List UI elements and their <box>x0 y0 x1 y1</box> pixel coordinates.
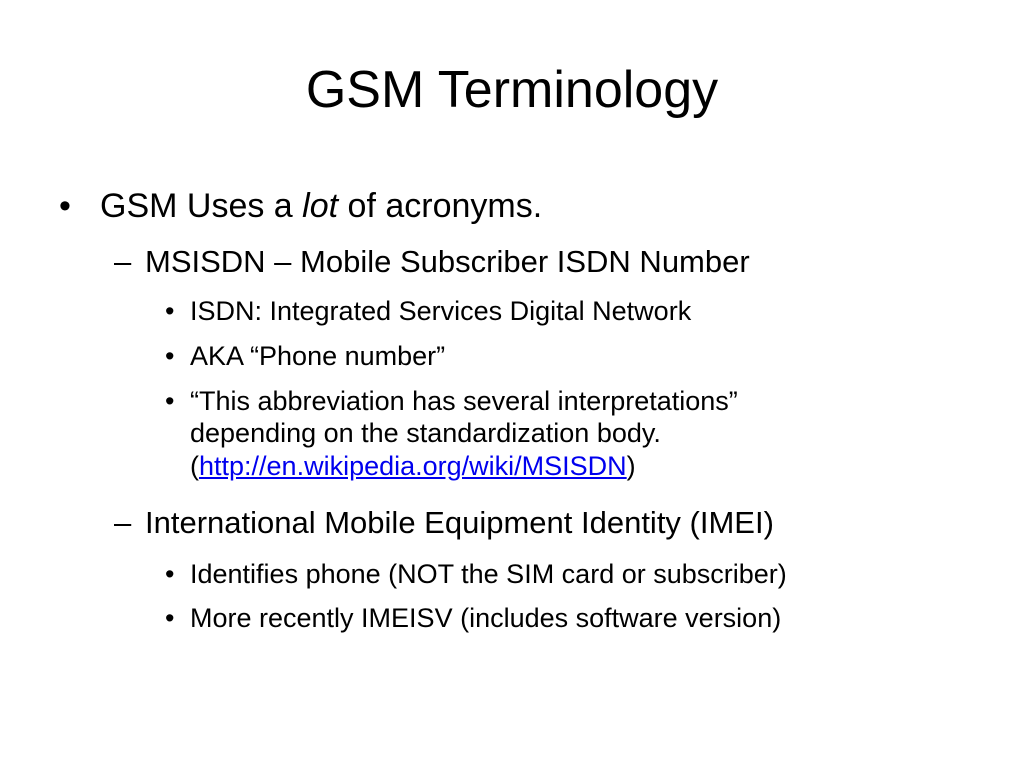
sub-sub-bullet-text: AKA “Phone number” <box>190 341 446 371</box>
bullet-text-end: of acronyms. <box>338 187 543 225</box>
emphasis-lot: lot <box>302 187 339 225</box>
bullet-text-start: GSM Uses a <box>100 187 303 225</box>
dash-marker: – <box>114 244 132 279</box>
sub-bullet-msisdn <box>114 244 750 280</box>
bullet-dot: • <box>165 296 175 326</box>
bullet-dot: • <box>165 341 175 371</box>
sub-bullet-imei <box>114 505 774 541</box>
open-paren: ( <box>190 450 199 481</box>
sub-sub-bullet-text: ISDN: Integrated Services Digital Network <box>190 296 692 326</box>
sub-sub-bullet-isdn <box>165 295 692 327</box>
close-paren: ) <box>626 450 636 481</box>
bullet-dot: • <box>165 603 175 633</box>
sub-sub-bullet-aka <box>165 340 446 372</box>
sub-sub-bullet-text: Identifies phone (NOT the SIM card or subscriber) <box>190 559 787 589</box>
sub-sub-bullet-identifies-phone <box>165 558 787 590</box>
dash-marker: – <box>114 505 132 540</box>
bullet-dot: • <box>165 559 175 589</box>
slide-title: GSM Terminology <box>305 61 719 119</box>
sub-bullet-text: MSISDN – Mobile Subscriber ISDN Number <box>145 244 750 279</box>
bullet-dot: • <box>165 386 175 416</box>
bullet-dot: • <box>59 187 71 225</box>
sub-bullet-text: International Mobile Equipment Identity (IMEI) <box>145 505 774 540</box>
bullet-gsm-acronyms <box>59 187 543 226</box>
sub-sub-bullet-imeisv <box>165 602 782 634</box>
wikipedia-link[interactable]: http://en.wikipedia.org/wiki/MSISDN <box>199 450 627 481</box>
sub-sub-bullet-text: More recently IMEISV (includes software version) <box>190 603 782 633</box>
quote-line: “This abbreviation has several interpretations” <box>190 386 738 416</box>
sub-sub-bullet-interpretations <box>165 385 890 482</box>
source-line <box>190 450 890 482</box>
standardization-line: depending on the standardization body. <box>190 418 661 449</box>
